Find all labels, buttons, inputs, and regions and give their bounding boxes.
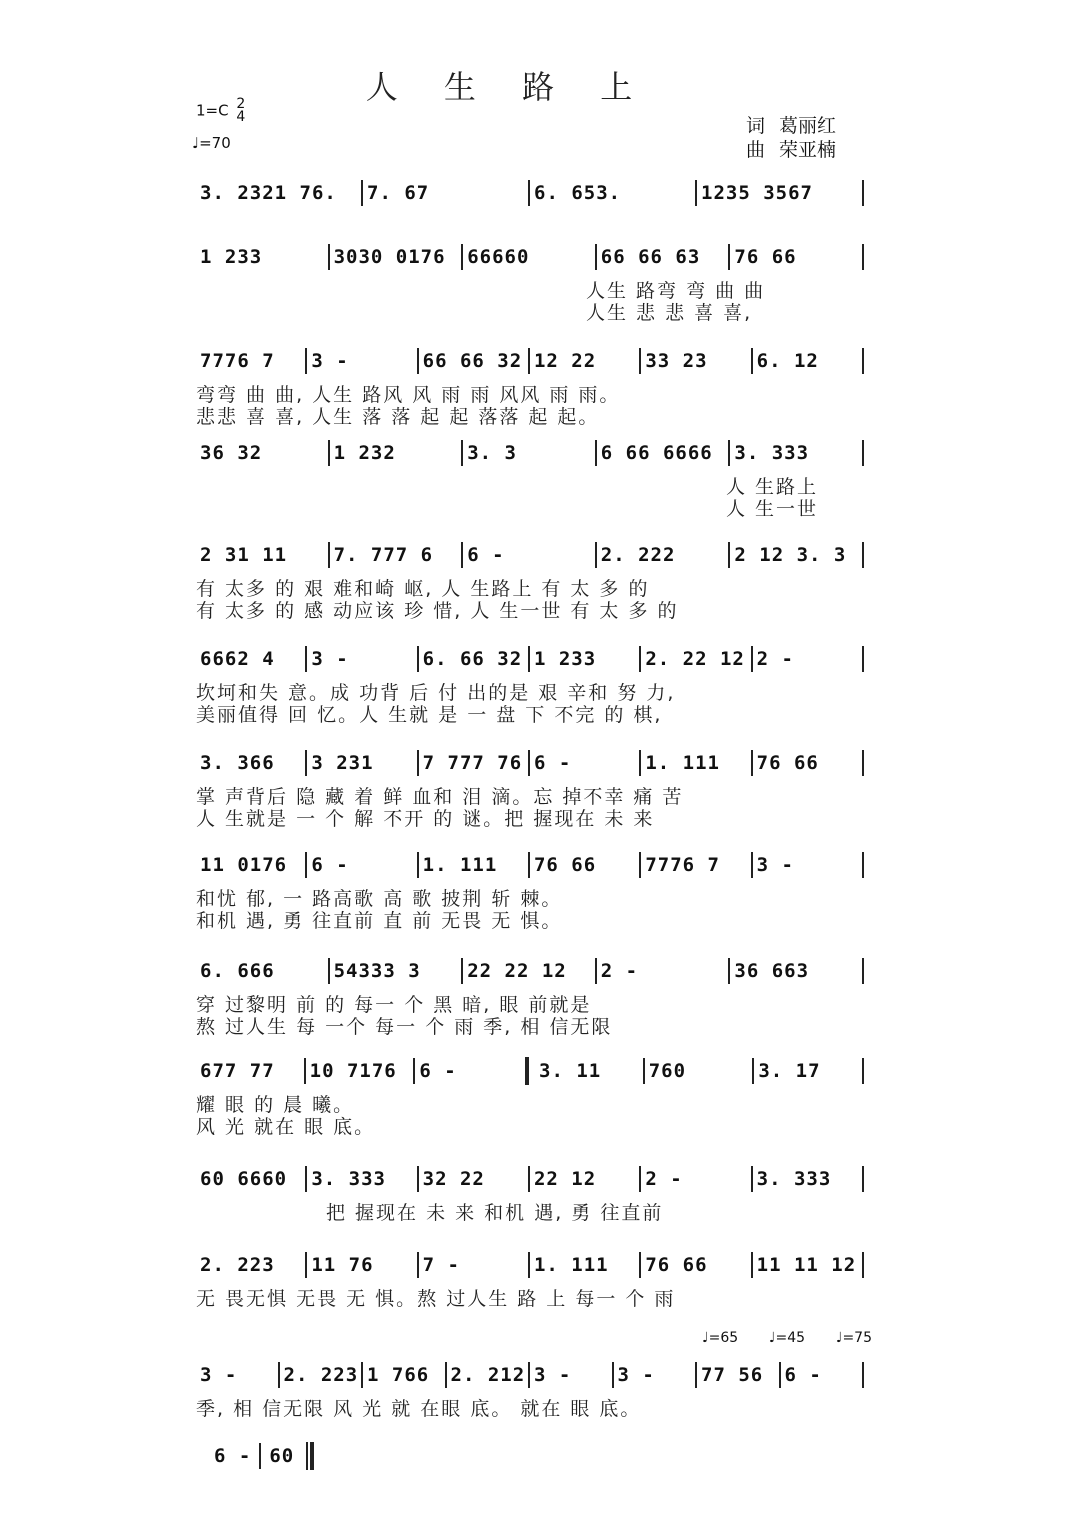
measure: 7776 7 [645, 854, 720, 876]
measure: 3030 0176 [333, 246, 446, 268]
lyricist-role: 词 [746, 115, 766, 137]
measure: 6. 666 [200, 960, 275, 982]
barline [862, 958, 864, 984]
measure: 3 231 [311, 752, 374, 774]
time-numerator: 2 [236, 96, 246, 112]
lyrics-line: 季, 相 信无限 风 光 就 在眼 底。 就在 眼 底。 [196, 1398, 642, 1420]
measure: 36 32 [200, 442, 263, 464]
notes-row [196, 1362, 864, 1388]
measure: 3 - [534, 1364, 572, 1386]
measure: 11 0176 [200, 854, 288, 876]
measure: 760 [648, 1060, 687, 1082]
notes-row [196, 180, 864, 206]
quarter-note-icon: ♩ [835, 1330, 843, 1346]
barline [862, 1362, 864, 1388]
measure: 2. 212 [450, 1364, 526, 1386]
tempo-changes [702, 1330, 872, 1346]
tempo-change-value: =75 [842, 1330, 872, 1346]
measure: 32 22 [422, 1168, 485, 1190]
measure: 1235 3567 [701, 182, 813, 204]
measure: 1. 111 [533, 1254, 609, 1276]
lyrics-line: 把 握现在 未 来 和机 遇, 勇 往直前 [326, 1202, 664, 1224]
measure: 2 - [756, 648, 794, 670]
measure: 60 6660 [200, 1168, 288, 1190]
measure: 1. 111 [645, 752, 720, 774]
measure: 6 - [419, 1060, 457, 1082]
barline [862, 348, 864, 374]
measure: 76 66 [645, 1254, 708, 1276]
measure: 2. 223 [283, 1364, 359, 1386]
measure: 6 - [311, 854, 349, 876]
barline [862, 646, 864, 672]
measure: 6. 12 [756, 350, 819, 372]
measure: 3 - [617, 1364, 655, 1386]
measure: 2 31 11 [200, 544, 288, 566]
score-line-7 [196, 750, 864, 830]
measure: 76 66 [734, 246, 797, 268]
lyricist [746, 114, 850, 138]
tempo-change [836, 1330, 872, 1346]
lyrics-verse-2: 熬 过人生 每 一个 每一 个 雨 季, 相 信无限 [196, 1016, 613, 1038]
quarter-note-icon: ♩ [702, 1330, 709, 1346]
lyrics-verse-2: 有 太多 的 感 动应该 珍 惜, 人 生一世 有 太 多 的 [196, 600, 679, 622]
composer-name: 荣亚楠 [779, 139, 837, 161]
tempo-change [769, 1330, 805, 1346]
lyrics-verse-2: 和机 遇, 勇 往直前 直 前 无畏 无 惧。 [196, 910, 563, 932]
tempo-change [702, 1330, 738, 1346]
lyrics-verse-2: 人 生一世 [726, 498, 819, 520]
notes-row [196, 1058, 864, 1084]
notes-row [196, 440, 864, 466]
quarter-note-icon: ♩ [192, 134, 200, 152]
lyricist-name: 葛丽红 [779, 115, 837, 137]
measure: 22 12 [533, 1168, 597, 1190]
lyrics-verse-1: 掌 声背后 隐 藏 着 鲜 血和 泪 滴。忘 掉不幸 痛 苦 [196, 786, 684, 808]
barline [862, 542, 864, 568]
song-title: 人 生 路 上 [365, 68, 651, 106]
score-line-12 [196, 1252, 864, 1312]
score-line-6 [196, 646, 864, 726]
score-line-5 [196, 542, 864, 622]
measure: 3. 2321 76. [200, 182, 337, 204]
measure: 10 7176 [309, 1060, 397, 1082]
measure: 33 23 [645, 350, 708, 372]
score-line-3 [196, 348, 864, 428]
measure: 1 233 [533, 648, 597, 670]
composer-role: 曲 [746, 139, 766, 161]
measure: 7. 67 [367, 182, 430, 204]
measure: 1 232 [333, 442, 396, 464]
measure: 2 - [645, 1168, 683, 1190]
score-line-13 [196, 1362, 864, 1422]
time-denominator: 4 [236, 109, 246, 125]
measure: 3. 11 [539, 1060, 602, 1082]
lyrics-verse-1: 穿 过黎明 前 的 每一 个 黑 暗, 眼 前就是 [196, 994, 592, 1016]
measure: 36 663 [734, 960, 810, 982]
measure: 2 - [600, 960, 639, 982]
barline [862, 180, 864, 206]
measure: 3. 333 [734, 442, 810, 464]
measure: 76 66 [756, 752, 819, 774]
score-line-10 [196, 1058, 864, 1138]
measure: 2. 223 [200, 1254, 275, 1276]
measure: 66660 [467, 246, 530, 268]
score-line-8 [196, 852, 864, 932]
measure: 1 766 [367, 1364, 430, 1386]
quarter-note-icon: ♩ [768, 1330, 776, 1346]
repeat-sign [525, 1057, 535, 1085]
measure: 6. 66 32 [422, 648, 523, 670]
barline [862, 1058, 864, 1084]
measure: 3. 3 [467, 442, 517, 464]
measure: 2 12 3. 3 [734, 544, 847, 566]
measure: 3 - [311, 648, 349, 670]
measure: 3. 17 [758, 1060, 821, 1082]
barline [862, 1166, 864, 1192]
measure: 3 - [756, 854, 794, 876]
barline [862, 244, 864, 270]
lyrics-verse-2: 人生 悲 悲 喜 喜, [586, 302, 753, 324]
credits [746, 114, 850, 162]
final-barline [306, 1442, 314, 1470]
lyrics-verse-1: 弯弯 曲 曲, 人生 路风 风 雨 雨 风风 雨 雨。 [196, 384, 621, 406]
measure: 11 76 [311, 1254, 374, 1276]
barline [862, 750, 864, 776]
measure: 12 22 [533, 350, 597, 372]
measure: 7776 7 [200, 350, 275, 372]
measure: 1 233 [200, 246, 263, 268]
measure: 7. 777 6 [333, 544, 434, 566]
measure: 3. 333 [756, 1168, 832, 1190]
notes-row [196, 348, 864, 374]
measure: 11 11 12 [756, 1254, 857, 1276]
measure: 6 - [784, 1364, 822, 1386]
barline [862, 1252, 864, 1278]
notes-row [196, 750, 864, 776]
measure: 3. 333 [311, 1168, 386, 1190]
barline [862, 852, 864, 878]
measure: 76 66 [533, 854, 597, 876]
measure: 6 - [533, 752, 572, 774]
lyrics-verse-1: 耀 眼 的 晨 曦。 [196, 1094, 355, 1116]
notes-row [196, 542, 864, 568]
measure: 66 66 63 [600, 246, 701, 268]
notes-row [196, 852, 864, 878]
score-line-1 [196, 180, 864, 210]
tempo-change-value: =45 [775, 1330, 806, 1346]
notes-row [196, 958, 864, 984]
final-measures [206, 1442, 314, 1470]
measure: 7 777 76 [422, 752, 523, 774]
notes-row [196, 244, 864, 270]
lyrics-verse-1: 人生 路弯 弯 曲 曲 [586, 280, 766, 302]
lyrics-verse-2: 悲悲 喜 喜, 人生 落 落 起 起 落落 起 起。 [196, 406, 600, 428]
measure: 54333 3 [333, 960, 421, 982]
measure: 6. 653. [534, 182, 622, 204]
measure: 6662 4 [200, 648, 275, 670]
lyrics-verse-1: 和忧 郁, 一 路高歌 高 歌 披荆 斩 棘。 [196, 888, 563, 910]
barline [862, 440, 864, 466]
tempo-value: =70 [199, 134, 231, 152]
key-signature [196, 98, 245, 124]
measure: 77 56 [701, 1364, 764, 1386]
tempo-marking [192, 134, 231, 152]
time-signature [236, 98, 245, 124]
lyrics-verse-2: 风 光 就在 眼 底。 [196, 1116, 376, 1138]
lyrics-verse-1: 有 太多 的 艰 难和崎 岖, 人 生路上 有 太 多 的 [196, 578, 650, 600]
measure: 677 77 [200, 1060, 275, 1082]
score-line-11 [196, 1166, 864, 1226]
measure: 6 66 6666 [600, 442, 713, 464]
measure: 7 - [422, 1254, 460, 1276]
score-line-2 [196, 244, 864, 324]
measure: 1. 111 [422, 854, 498, 876]
notes-row [196, 1166, 864, 1192]
measure: 6 - [467, 544, 505, 566]
lyrics-verse-1: 坎坷和失 意。成 功背 后 付 出的是 艰 辛和 努 力, [196, 682, 676, 704]
measure: 22 22 12 [467, 960, 567, 982]
measure: 3. 366 [200, 752, 275, 774]
key-label: 1=C [196, 101, 229, 120]
lyrics-line: 无 畏无惧 无畏 无 惧。熬 过人生 路 上 每一 个 雨 [196, 1288, 676, 1310]
notes-row [196, 1252, 864, 1278]
lyrics-verse-2: 人 生就是 一 个 解 不开 的 谜。把 握现在 未 来 [196, 808, 655, 830]
lyrics-verse-2: 美丽值得 回 忆。人 生就 是 一 盘 下 不完 的 棋, [196, 704, 663, 726]
tempo-change-value: =65 [708, 1330, 739, 1346]
notes-row [196, 646, 864, 672]
score-line-4 [196, 440, 864, 520]
measure: 3 - [200, 1364, 238, 1386]
measure: 2. 22 12 [645, 648, 745, 670]
measure: 6 - [214, 1445, 252, 1467]
measure: 60 [269, 1445, 295, 1467]
measure: 3 - [311, 350, 349, 372]
composer [746, 138, 850, 162]
lyrics-verse-1: 人 生路上 [726, 476, 819, 498]
measure: 66 66 32 [422, 350, 523, 372]
score-line-9 [196, 958, 864, 1038]
measure: 2. 222 [600, 544, 676, 566]
